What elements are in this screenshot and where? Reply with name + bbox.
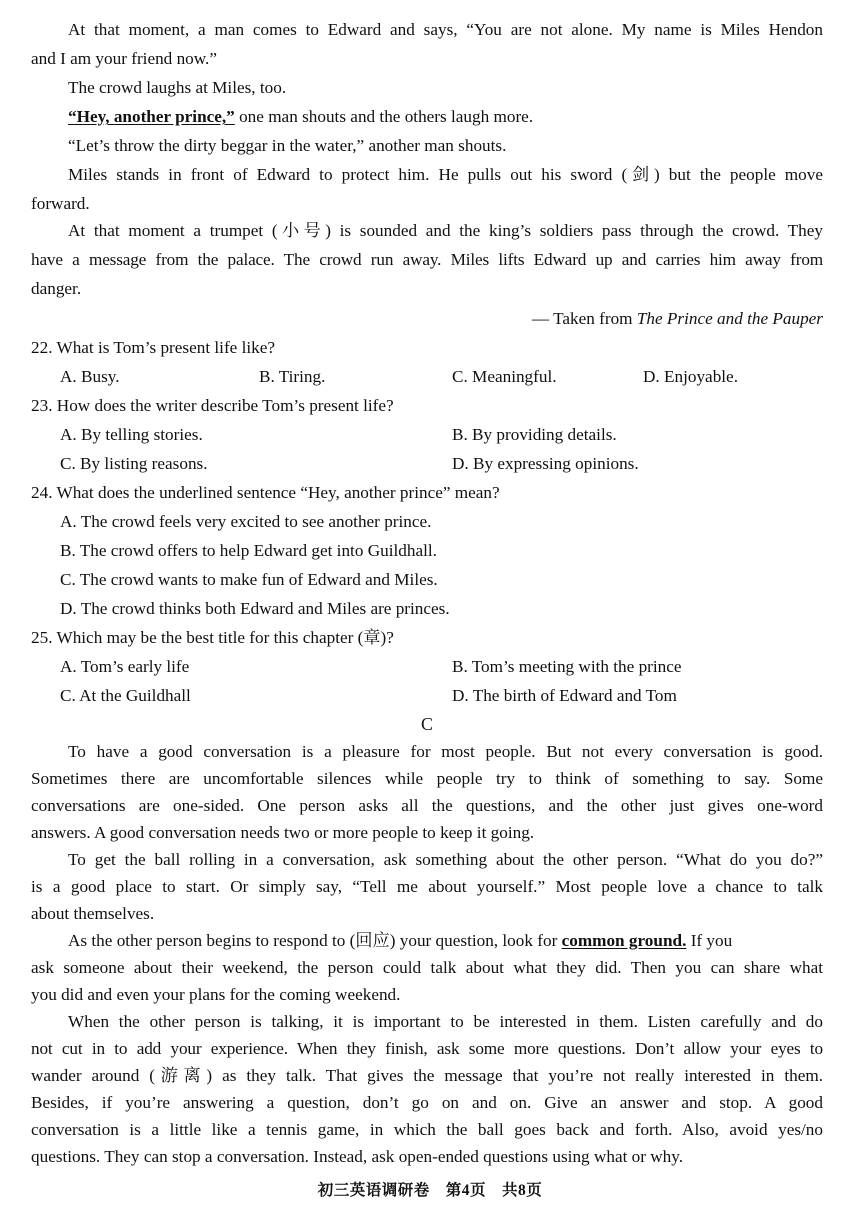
paragraph-line: To get the ball rolling in a conversation, ask something about the other person. “What do you do?” [68, 850, 823, 869]
paragraph-line: forward. [31, 194, 90, 213]
paragraph-line: Sometimes there are uncomfortable silences while people try to think of something to say. Some [31, 769, 823, 788]
paragraph-line: you did and even your plans for the coming weekend. [31, 985, 401, 1004]
paragraph-line: Besides, if you’re answering a question, don’t go on and on. Give an answer and stop. A good [31, 1093, 823, 1112]
option-d: D. Enjoyable. [643, 367, 738, 386]
option-c: C. By listing reasons. [60, 454, 208, 473]
passage-heading: C [421, 714, 434, 734]
underlined-phrase: common ground. [561, 931, 687, 950]
option-b: B. Tiring. [259, 367, 326, 386]
text-run: — Taken from [531, 309, 637, 328]
option-d: D. The crowd thinks both Edward and Miles are princes. [60, 599, 450, 618]
paragraph-line [68, 108, 533, 125]
text-run: If you [686, 931, 733, 950]
option-d: D. The birth of Edward and Tom [452, 686, 677, 705]
paragraph-line: When the other person is talking, it is important to be interested in them. Listen carefully and do [68, 1012, 823, 1031]
option-c: C. At the Guildhall [60, 686, 191, 705]
text-run: As the other person begins to respond to (回应) your question, look for [68, 931, 562, 950]
option-c: C. Meaningful. [452, 367, 557, 386]
paragraph-line: To have a good conversation is a pleasure for most people. But not every conversation is good. [68, 742, 823, 761]
option-a: A. The crowd feels very excited to see another prince. [60, 512, 432, 531]
paragraph-line: is a good place to start. Or simply say, “Tell me about yourself.” Most people love a chance to talk [31, 877, 823, 896]
paragraph-line: and I am your friend now.” [31, 49, 217, 68]
question-stem: 25. Which may be the best title for this chapter (章)? [31, 628, 394, 647]
book-title: The Prince and the Pauper [636, 309, 823, 328]
text-run: one man shouts and the others laugh more. [234, 107, 534, 126]
paragraph-line: answers. A good conversation needs two or more people to keep it going. [31, 823, 535, 842]
paragraph-line [68, 932, 732, 949]
paragraph-line: danger. [31, 279, 82, 298]
option-b: B. By providing details. [452, 425, 617, 444]
option-b: B. The crowd offers to help Edward get into Guildhall. [60, 541, 437, 560]
paragraph-line: At that moment a trumpet (小号) is sounded and the king’s soldiers pass through the crowd. They [68, 221, 823, 240]
paragraph-line: The crowd laughs at Miles, too. [68, 78, 287, 97]
page-footer: 初三英语调研卷 第4页 共8页 [317, 1182, 543, 1199]
paragraph-line: about themselves. [31, 904, 155, 923]
question-stem: 22. What is Tom’s present life like? [31, 338, 275, 357]
paragraph-line: ask someone about their weekend, the person could talk about what they did. Then you can share what [31, 958, 823, 977]
paragraph-line: “Let’s throw the dirty beggar in the water,” another man shouts. [68, 136, 507, 155]
option-c: C. The crowd wants to make fun of Edward and Miles. [60, 570, 438, 589]
question-stem: 24. What does the underlined sentence “Hey, another prince” mean? [31, 483, 500, 502]
option-a: A. By telling stories. [60, 425, 203, 444]
paragraph-line: conversation is a little like a tennis game, in which the ball goes back and forth. Also, avoid yes/no [31, 1120, 823, 1139]
paragraph-line: Miles stands in front of Edward to protect him. He pulls out his sword (剑) but the people move [68, 165, 823, 184]
paragraph-line: At that moment, a man comes to Edward and says, “You are not alone. My name is Miles Hendon [68, 20, 823, 39]
option-a: A. Tom’s early life [60, 657, 190, 676]
question-stem: 23. How does the writer describe Tom’s present life? [31, 396, 394, 415]
option-d: D. By expressing opinions. [452, 454, 639, 473]
option-b: B. Tom’s meeting with the prince [452, 657, 682, 676]
paragraph-line: wander around (游离) as they talk. That gives the message that you’re not really interested in them. [31, 1066, 823, 1085]
source-attribution [532, 310, 823, 327]
paragraph-line: questions. They can stop a conversation. Instead, ask open-ended questions using what or why. [31, 1147, 684, 1166]
option-a: A. Busy. [60, 367, 120, 386]
paragraph-line: have a message from the palace. The crowd run away. Miles lifts Edward up and carries him away from [31, 250, 823, 269]
underlined-sentence: “Hey, another prince,” [68, 107, 235, 126]
paragraph-line: not cut in to add your experience. When they finish, ask some more questions. Don’t allow your eyes to [31, 1039, 823, 1058]
paragraph-line: conversations are one-sided. One person asks all the questions, and the other just gives one-word [31, 796, 823, 815]
